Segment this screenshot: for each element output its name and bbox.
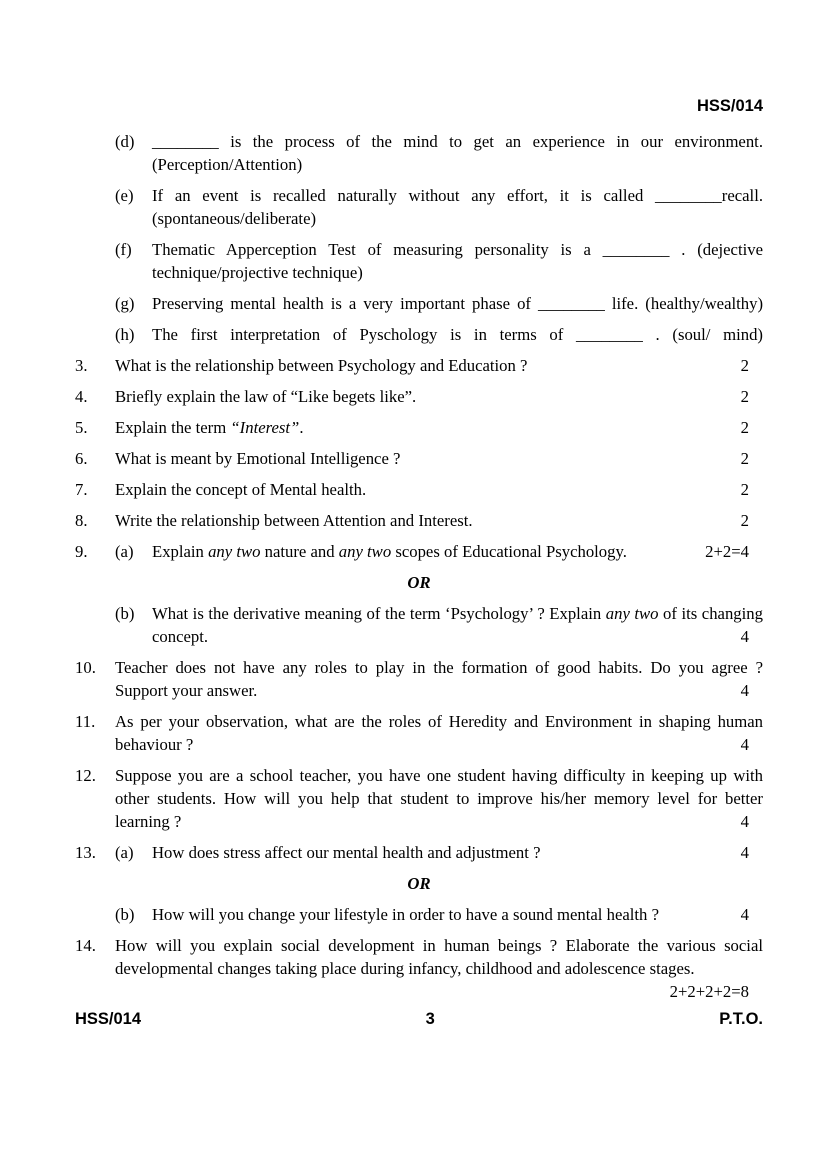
question-11 bbox=[75, 710, 763, 756]
question-9a bbox=[75, 540, 763, 563]
question-3 bbox=[75, 354, 763, 377]
question-13a bbox=[75, 841, 763, 864]
question-number: 12. bbox=[75, 766, 96, 785]
text-segment: technique/projective technique) bbox=[152, 263, 363, 282]
question-number: 8. bbox=[75, 511, 88, 530]
question-text-line bbox=[115, 787, 763, 810]
question-6 bbox=[75, 447, 763, 470]
sub-question-label: (g) bbox=[115, 294, 135, 313]
question-text bbox=[152, 841, 763, 864]
question-text-line bbox=[115, 710, 763, 733]
text-segment: (spontaneous/deliberate) bbox=[152, 209, 317, 228]
text-segment: ________ is the process of the mind to get an experience in our environment. bbox=[152, 132, 763, 151]
or-separator-2: OR bbox=[407, 874, 431, 893]
fill-blank-text bbox=[152, 130, 763, 176]
question-4 bbox=[75, 385, 763, 408]
text-segment: What is meant by Emotional Intelligence ? bbox=[115, 449, 401, 468]
marks-value: 4 bbox=[740, 627, 749, 646]
paper-code-header: HSS/014 bbox=[696, 97, 763, 115]
question-text-line bbox=[152, 903, 763, 926]
text-segment: Explain bbox=[152, 542, 209, 561]
question-number: 5. bbox=[75, 418, 88, 437]
question-number: 11. bbox=[75, 712, 96, 731]
question-text bbox=[115, 416, 763, 439]
fill-blank-text bbox=[152, 323, 763, 346]
sub-question-label: (d) bbox=[115, 132, 135, 151]
sub-question-label: (b) bbox=[115, 905, 135, 924]
question-text-line bbox=[152, 292, 763, 315]
text-segment: What is the derivative meaning of the term ‘Psychology’ ? Explain bbox=[152, 604, 606, 623]
text-segment: nature and bbox=[260, 542, 339, 561]
italic-text-segment: any two bbox=[208, 542, 261, 561]
text-segment: . bbox=[299, 418, 304, 437]
marks-value: 4 bbox=[740, 681, 749, 700]
text-segment: other students. How will you help that student to improve his/her memory level for better bbox=[115, 789, 763, 808]
question-text bbox=[115, 764, 763, 833]
question-text-line bbox=[115, 679, 763, 702]
page-header bbox=[75, 97, 763, 115]
marks-line: 2+2+2+2=8 bbox=[669, 982, 749, 1001]
question-text-line bbox=[152, 238, 763, 261]
question-text bbox=[152, 540, 763, 563]
item-f bbox=[75, 238, 763, 284]
question-text-line bbox=[115, 354, 763, 377]
marks-value: 2 bbox=[740, 356, 749, 375]
question-text bbox=[115, 710, 763, 756]
text-segment: Teacher does not have any roles to play in the formation of good habits. Do you agree ? bbox=[115, 658, 763, 677]
question-text bbox=[115, 447, 763, 470]
text-segment: If an event is recalled naturally without any effort, it is called ________recall. bbox=[152, 186, 763, 205]
question-text-line bbox=[152, 184, 763, 207]
text-segment: concept. bbox=[152, 627, 209, 646]
sub-question-label: (a) bbox=[115, 542, 134, 561]
fill-blank-text bbox=[152, 238, 763, 284]
text-segment: developmental changes taking place during infancy, childhood and adolescence stages. bbox=[115, 959, 695, 978]
marks-value: 4 bbox=[740, 812, 749, 831]
fill-blank-text bbox=[152, 292, 763, 315]
question-text-line bbox=[152, 625, 763, 648]
question-text bbox=[115, 934, 763, 1003]
marks-value: 2 bbox=[740, 387, 749, 406]
text-segment: Suppose you are a school teacher, you have one student having difficulty in keeping up with bbox=[115, 766, 763, 785]
sub-question-label: (b) bbox=[115, 604, 135, 623]
question-text bbox=[152, 602, 763, 648]
question-number: 4. bbox=[75, 387, 88, 406]
text-segment: As per your observation, what are the roles of Heredity and Environment in shaping human bbox=[115, 712, 763, 731]
question-text bbox=[115, 509, 763, 532]
question-text-line bbox=[152, 540, 763, 563]
question-text bbox=[115, 385, 763, 408]
italic-text-segment: any two bbox=[338, 542, 392, 561]
text-segment: behaviour ? bbox=[115, 735, 194, 754]
question-text-line bbox=[115, 416, 763, 439]
question-number: 6. bbox=[75, 449, 88, 468]
question-13b bbox=[75, 903, 763, 926]
marks-value: 2 bbox=[740, 449, 749, 468]
question-7 bbox=[75, 478, 763, 501]
question-number: 14. bbox=[75, 936, 96, 955]
question-number: 13. bbox=[75, 843, 96, 862]
question-text-line bbox=[115, 447, 763, 470]
question-number: 10. bbox=[75, 658, 96, 677]
page-footer bbox=[75, 1010, 763, 1028]
fill-blank-text bbox=[152, 184, 763, 230]
question-number: 9. bbox=[75, 542, 88, 561]
question-text-line bbox=[152, 261, 763, 284]
or-separator-1: OR bbox=[407, 573, 431, 592]
text-segment: of its changing bbox=[658, 604, 763, 623]
text-segment: What is the relationship between Psychology and Education ? bbox=[115, 356, 528, 375]
marks-value: 2 bbox=[740, 511, 749, 530]
question-text-line bbox=[152, 841, 763, 864]
text-segment: scopes of Educational Psychology. bbox=[391, 542, 627, 561]
question-text-line bbox=[115, 764, 763, 787]
text-segment: Support your answer. bbox=[115, 681, 258, 700]
marks-value: 2 bbox=[740, 418, 749, 437]
question-12 bbox=[75, 764, 763, 833]
marks-value: 4 bbox=[740, 843, 749, 862]
sub-question-label: (f) bbox=[115, 240, 132, 259]
question-text bbox=[152, 903, 763, 926]
marks-value: 2 bbox=[740, 480, 749, 499]
marks-value: 4 bbox=[740, 905, 749, 924]
item-d bbox=[75, 130, 763, 176]
sub-question-label: (e) bbox=[115, 186, 134, 205]
text-segment: Explain the concept of Mental health. bbox=[115, 480, 367, 499]
question-14 bbox=[75, 934, 763, 1003]
question-text-line bbox=[115, 810, 763, 833]
item-e bbox=[75, 184, 763, 230]
question-9b bbox=[75, 602, 763, 648]
question-text bbox=[115, 656, 763, 702]
sub-question-label: (h) bbox=[115, 325, 135, 344]
text-segment: Briefly explain the law of “Like begets like”. bbox=[115, 387, 417, 406]
text-segment: Write the relationship between Attention and Interest. bbox=[115, 511, 473, 530]
question-text-line bbox=[115, 934, 763, 957]
italic-text-segment: “Interest” bbox=[230, 418, 300, 437]
footer-pto-label: P.T.O. bbox=[719, 1010, 763, 1028]
question-text-line bbox=[115, 478, 763, 501]
question-8 bbox=[75, 509, 763, 532]
question-text-line bbox=[152, 323, 763, 346]
question-text-line bbox=[152, 153, 763, 176]
text-segment: The first interpretation of Pyschology is in terms of ________ . (soul/ mind) bbox=[152, 325, 763, 344]
marks-value: 2+2=4 bbox=[705, 542, 749, 561]
question-number: 3. bbox=[75, 356, 88, 375]
text-segment: How does stress affect our mental health and adjustment ? bbox=[152, 843, 541, 862]
text-segment: learning ? bbox=[115, 812, 182, 831]
text-segment: Thematic Apperception Test of measuring personality is a ________ . (dejective bbox=[152, 240, 763, 259]
question-text-line bbox=[115, 957, 763, 980]
question-text bbox=[115, 354, 763, 377]
question-text-line bbox=[115, 733, 763, 756]
text-segment: How will you explain social development in human beings ? Elaborate the various social bbox=[115, 936, 763, 955]
italic-text-segment: any two bbox=[605, 604, 659, 623]
text-segment: How will you change your lifestyle in order to have a sound mental health ? bbox=[152, 905, 659, 924]
item-g bbox=[75, 292, 763, 315]
question-text bbox=[115, 478, 763, 501]
footer-paper-code: HSS/014 bbox=[75, 1010, 142, 1028]
sub-question-label: (a) bbox=[115, 843, 134, 862]
item-h bbox=[75, 323, 763, 346]
question-text-line bbox=[115, 509, 763, 532]
footer-page-number: 3 bbox=[425, 1010, 435, 1028]
question-text-line bbox=[115, 385, 763, 408]
question-5 bbox=[75, 416, 763, 439]
question-text-line bbox=[115, 656, 763, 679]
text-segment: (Perception/Attention) bbox=[152, 155, 303, 174]
marks-value: 4 bbox=[740, 735, 749, 754]
question-text-line bbox=[152, 130, 763, 153]
questions-list bbox=[75, 130, 763, 1003]
text-segment: Explain the term bbox=[115, 418, 231, 437]
question-10 bbox=[75, 656, 763, 702]
text-segment: Preserving mental health is a very important phase of ________ life. (healthy/wealthy) bbox=[152, 294, 763, 313]
question-text-line bbox=[152, 602, 763, 625]
question-number: 7. bbox=[75, 480, 88, 499]
question-text-line bbox=[152, 207, 763, 230]
